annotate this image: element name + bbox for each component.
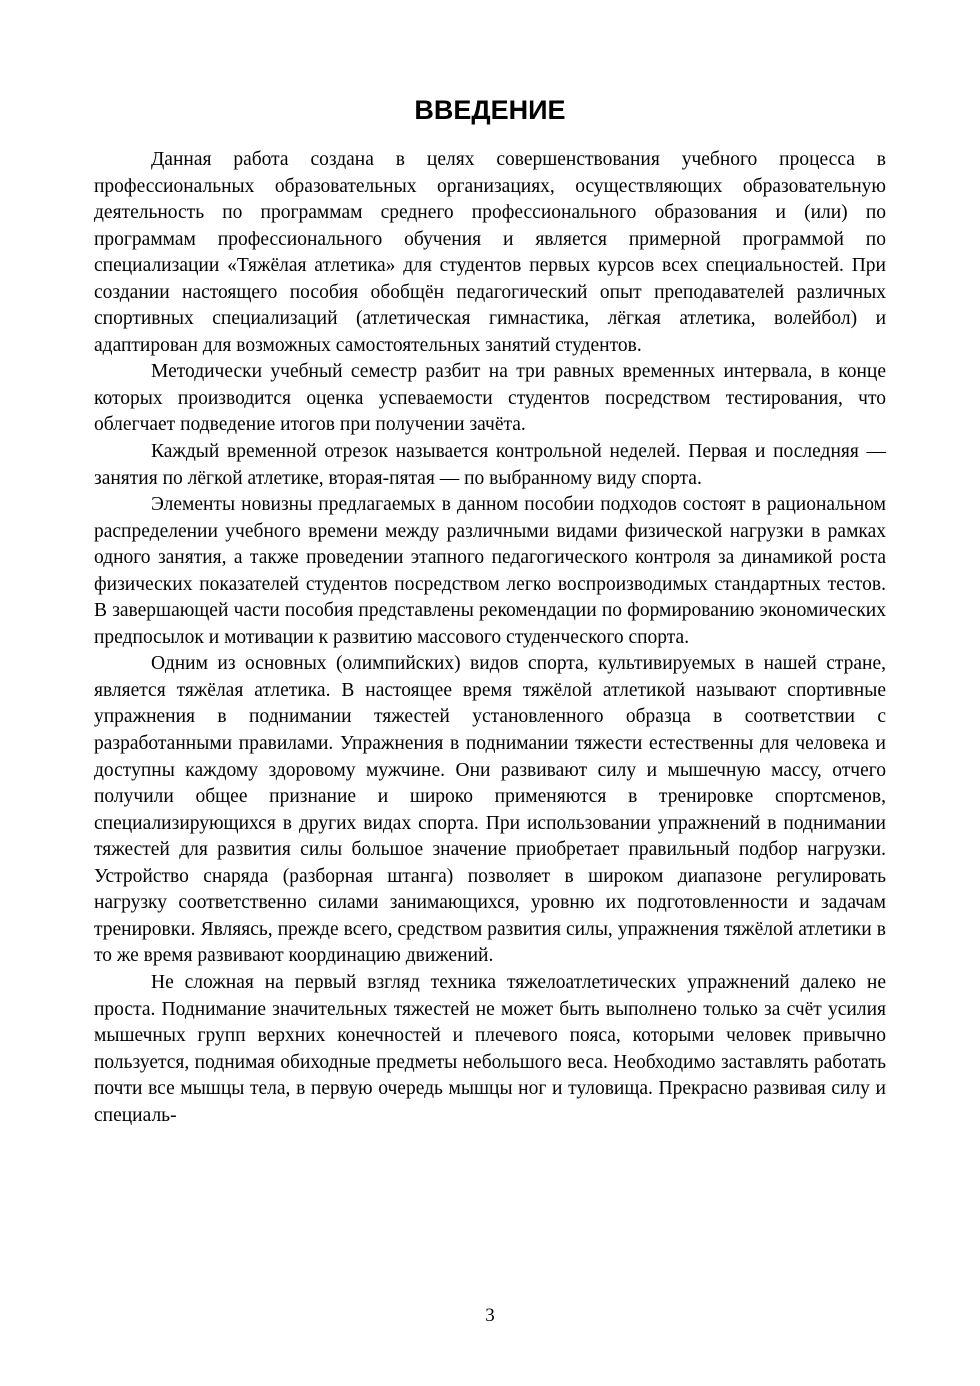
paragraph-6: Не сложная на первый взгляд техника тяжелоатлетических упражнений далеко не проста. Поднимание значительных тяжестей не может быть выполнено только за счёт усилия мышечных групп верхних конечностей и плечевого пояса, которыми человек привычно пользуется, поднимая обиходные предметы небольшого веса. Необходимо заставлять работать почти все мышцы тела, в первую очередь мышцы ног и туловища. Прекрасно развивая силу и специаль-: [94, 971, 886, 1126]
body-text: [94, 147, 886, 1129]
paragraph-2: Методически учебный семестр разбит на три равных временных интервала, в конце которых производится оценка успеваемости студентов посредством тестирования, что облегчает подведение итогов при получении зачёта.: [94, 361, 886, 436]
page-title: ВВЕДЕНИЕ: [414, 95, 566, 125]
paragraph-5: Одним из основных (олимпийских) видов спорта, культивируемых в нашей стране, является тяжёлая атлетика. В настоящее время тяжёлой атлетикой называют спортивные упражнения в поднимании тяжестей установленного образца в соответствии с разработанными правилами. Упражнения в поднимании тяжести естественны для человека и доступны каждому здоровому мужчине. Они развивают силу и мышечную массу, отчего получили общее признание и широко применяются в тренировке спортсменов, специализирующихся в других видах спорта. При использовании упражнений в поднимании тяжестей для развития силы большое значение приобретает правильный подбор нагрузки. Устройство снаряда (разборная штанга) позволяет в широком диапазоне регулировать нагрузку соответственно силами занимающихся, уровню их подготовленности и задачам тренировки. Являясь, прежде всего, средством развития силы, упражнения тяжёлой атлетики в то же время развивают координацию движений.: [94, 653, 886, 967]
paragraph-3: Каждый временной отрезок называется контрольной неделей. Первая и последняя — занятия по лёгкой атлетике, вторая-пятая — по выбранному виду спорта.: [94, 441, 886, 489]
paragraph-1: Данная работа создана в целях совершенствования учебного процесса в профессиональных образовательных организациях, осуществляющих образовательную деятельность по программам среднего профессионального образования и (или) по программам профессионального обучения и является примерной программой по специализации «Тяжёлая атлетика» для студентов первых курсов всех специальностей. При создании настоящего пособия обобщён педагогический опыт преподавателей различных спортивных специализаций (атлетическая гимнастика, лёгкая атлетика, волейбол) и адаптирован для возможных самостоятельных занятий студентов.: [94, 149, 886, 356]
paragraph-4: Элементы новизны предлагаемых в данном пособии подходов состоят в рациональном распределении учебного времени между различными видами физической нагрузки в рамках одного занятия, а также проведении этапного педагогического контроля за динамикой роста физических показателей студентов посредством легко воспроизводимых стандартных тестов. В завершающей части пособия представлены рекомендации по формированию экономических предпосылок и мотивации к развитию массового студенческого спорта.: [94, 494, 886, 648]
page-number: 3: [485, 1305, 495, 1326]
